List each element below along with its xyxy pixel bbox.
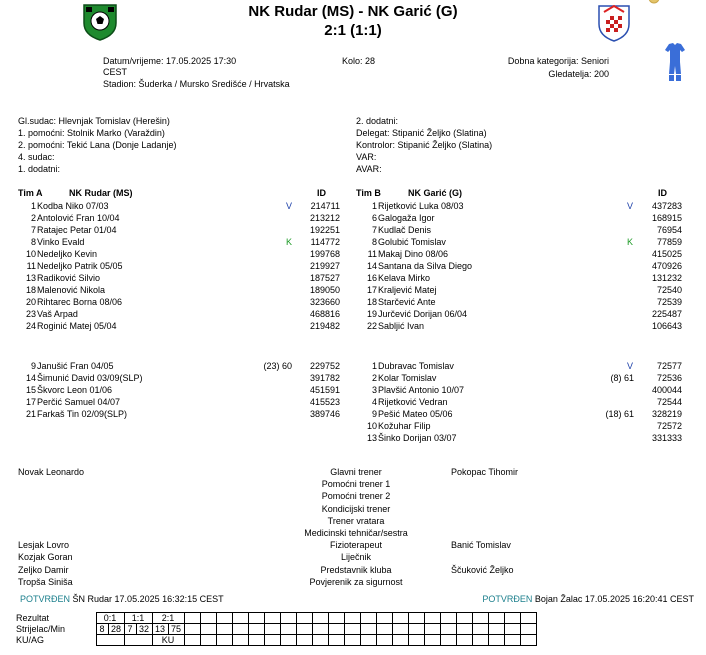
away-kit-icon bbox=[664, 42, 686, 82]
player-id: 415025 bbox=[651, 249, 682, 259]
away-staff-name: Banić Tomislav bbox=[451, 540, 511, 551]
player-id: 328219 bbox=[651, 409, 682, 419]
player-id: 168915 bbox=[651, 213, 682, 223]
staff-role: Trener vratara bbox=[327, 515, 385, 526]
player-id: 192251 bbox=[309, 225, 340, 235]
player-name: Jurčević Dorijan 06/04 bbox=[378, 309, 468, 319]
timezone: CEST bbox=[103, 67, 128, 77]
player-id: 391782 bbox=[309, 373, 340, 383]
scorer-cell: 75 bbox=[168, 624, 184, 635]
player-number: 3 bbox=[371, 385, 377, 395]
official-row: AVAR: bbox=[356, 164, 382, 174]
player-name: Nedeljko Patrik 05/05 bbox=[37, 261, 123, 271]
team-b-name: NK Garić (G) bbox=[408, 188, 463, 198]
player-number: 13 bbox=[366, 433, 377, 443]
player-id: 131232 bbox=[651, 273, 682, 283]
team-a-id-header: ID bbox=[317, 188, 326, 198]
match-score: 2:1 (1:1) bbox=[324, 22, 382, 39]
player-name: Šimunić David 03/09(SLP) bbox=[37, 373, 143, 383]
stadium-label: Stadion: bbox=[103, 79, 137, 89]
scorer-cell: 28 bbox=[108, 624, 124, 635]
player-name: Škvorc Leon 01/06 bbox=[37, 385, 113, 395]
row-label: Rezultat bbox=[16, 613, 50, 623]
team-a-label: Tim A bbox=[18, 188, 43, 198]
home-confirmation bbox=[20, 594, 224, 605]
player-id: 400044 bbox=[651, 385, 682, 395]
player-name: Radiković Silvio bbox=[37, 273, 101, 283]
player-id: 415523 bbox=[309, 397, 340, 407]
player-name: Kolar Tomislav bbox=[378, 373, 437, 383]
player-number: 1 bbox=[30, 201, 36, 211]
official-row: Gl.sudac: Hlevnjak Tomislav (Herešin) bbox=[18, 116, 170, 126]
result-cell: 1:1 bbox=[124, 613, 152, 624]
scorer-cell: 13 bbox=[152, 624, 168, 635]
match-title: NK Rudar (MS) - NK Garić (G) bbox=[248, 3, 458, 20]
player-id: 229752 bbox=[309, 361, 340, 371]
player-name: Kodba Niko 07/03 bbox=[37, 201, 109, 211]
result-cell: 2:1 bbox=[152, 613, 184, 624]
player-name: Janušić Fran 04/05 bbox=[37, 361, 114, 371]
player-id: 187527 bbox=[309, 273, 340, 283]
official-row: 4. sudac: bbox=[18, 152, 55, 162]
player-id: 72536 bbox=[656, 373, 682, 383]
player-name: Vinko Evald bbox=[37, 237, 85, 247]
player-number: 2 bbox=[371, 373, 377, 383]
player-number: 1 bbox=[371, 361, 377, 371]
home-confirm-text: ŠN Rudar 17.05.2025 16:32:15 CEST bbox=[72, 594, 224, 604]
player-number: 11 bbox=[26, 261, 36, 271]
away-confirm-text: Bojan Žalac 17.05.2025 16:20:41 CEST bbox=[534, 594, 694, 604]
row-label: KU/AG bbox=[16, 635, 45, 645]
team-a-name: NK Rudar (MS) bbox=[69, 188, 133, 198]
staff-role: Predstavnik kluba bbox=[320, 564, 392, 575]
player-number: 22 bbox=[366, 321, 377, 331]
player-number: 7 bbox=[371, 225, 377, 235]
player-name: Kudlač Denis bbox=[378, 225, 432, 235]
captain-mark: K bbox=[286, 237, 293, 247]
category-value: Seniori bbox=[580, 56, 609, 66]
spectators-row bbox=[460, 69, 609, 80]
goalkeeper-mark: V bbox=[286, 201, 293, 211]
scorer-row bbox=[16, 624, 536, 635]
player-name: Ratajec Petar 01/04 bbox=[37, 225, 117, 235]
player-id: 331333 bbox=[651, 433, 682, 443]
substitution-info: (23) 60 bbox=[263, 361, 292, 371]
player-number: 4 bbox=[371, 397, 377, 407]
player-name: Roginić Matej 05/04 bbox=[37, 321, 117, 331]
player-id: 219482 bbox=[309, 321, 340, 331]
substitution-info: (8) 61 bbox=[610, 373, 634, 383]
player-name: Golubić Tomislav bbox=[378, 237, 446, 247]
player-number: 20 bbox=[25, 297, 36, 307]
player-number: 10 bbox=[25, 249, 36, 259]
team-b-label: Tim B bbox=[356, 188, 381, 198]
player-name: Santana da Silva Diego bbox=[378, 261, 473, 271]
player-id: 470926 bbox=[651, 261, 682, 271]
player-name: Farkaš Tin 02/09(SLP) bbox=[37, 409, 128, 419]
player-name: Šinko Dorijan 03/07 bbox=[378, 433, 457, 443]
home-staff-name: Novak Leonardo bbox=[18, 467, 85, 477]
result-row bbox=[16, 613, 536, 624]
staff-role: Pomoćni trener 2 bbox=[321, 491, 391, 502]
player-id: 72577 bbox=[656, 361, 682, 371]
player-number: 17 bbox=[366, 285, 377, 295]
home-staff-name: Lesjak Lovro bbox=[18, 540, 70, 551]
corner-badge-icon bbox=[648, 0, 660, 4]
player-id: 214711 bbox=[310, 201, 340, 211]
datetime-row bbox=[103, 56, 236, 67]
player-name: Sabljić Ivan bbox=[378, 321, 425, 331]
scorer-cell: 32 bbox=[136, 624, 152, 635]
away-confirmation bbox=[400, 594, 694, 605]
captain-mark: K bbox=[627, 237, 634, 247]
player-number: 2 bbox=[30, 213, 36, 223]
player-number: 10 bbox=[366, 421, 377, 431]
official-row: Kontrolor: Stipanić Željko (Slatina) bbox=[356, 140, 493, 150]
staff-role: Kondicijski trener bbox=[321, 503, 391, 514]
staff-role: Medicinski tehničar/sestra bbox=[304, 528, 408, 538]
player-name: Kraljević Matej bbox=[378, 285, 437, 295]
scorer-cell: 7 bbox=[124, 624, 136, 635]
player-number: 24 bbox=[25, 321, 36, 331]
player-id: 468816 bbox=[309, 309, 340, 319]
staff-role: Povjerenik za sigurnost bbox=[309, 576, 403, 587]
official-row: 2. dodatni: bbox=[356, 116, 399, 126]
official-row: 1. dodatni: bbox=[18, 164, 61, 174]
round-label: Kolo: bbox=[342, 56, 363, 66]
player-number: 11 bbox=[367, 249, 377, 259]
away-staff-name: Pokopac Tihomir bbox=[451, 467, 519, 477]
player-name: Galogaža Igor bbox=[378, 213, 435, 223]
away-staff-name: Ščuković Željko bbox=[451, 564, 514, 575]
player-name: Kožuhar Filip bbox=[378, 421, 431, 431]
player-number: 1 bbox=[371, 201, 377, 211]
official-row: 1. pomoćni: Stolnik Marko (Varaždin) bbox=[18, 128, 165, 138]
official-row: Delegat: Stipanić Željko (Slatina) bbox=[356, 128, 487, 138]
staff-role: Glavni trener bbox=[330, 467, 382, 477]
player-number: 18 bbox=[25, 285, 36, 295]
player-id: 189050 bbox=[309, 285, 340, 295]
player-number: 19 bbox=[366, 309, 377, 319]
player-number: 14 bbox=[366, 261, 377, 271]
player-name: Rijetković Vedran bbox=[378, 397, 448, 407]
player-number: 15 bbox=[25, 385, 36, 395]
player-number: 7 bbox=[30, 225, 36, 235]
player-number: 18 bbox=[366, 297, 377, 307]
staff-role: Liječnik bbox=[340, 552, 371, 563]
player-id: 389746 bbox=[309, 409, 340, 419]
datetime-label: Datum/vrijeme: bbox=[103, 56, 164, 66]
home-staff-name: Tropša Siniša bbox=[18, 576, 73, 587]
player-id: 451591 bbox=[309, 385, 340, 395]
player-number: 13 bbox=[25, 273, 36, 283]
staff-role: Fizioterapeut bbox=[329, 540, 383, 551]
player-id: 199768 bbox=[309, 249, 340, 259]
home-staff-name: Zeljko Damir bbox=[18, 564, 69, 575]
player-id: 114772 bbox=[310, 237, 340, 247]
player-id: 106643 bbox=[651, 321, 682, 331]
official-row: VAR: bbox=[356, 152, 377, 162]
player-number: 16 bbox=[366, 273, 377, 283]
round-value: 28 bbox=[365, 56, 376, 66]
player-number: 14 bbox=[25, 373, 36, 383]
player-name: Antolović Fran 10/04 bbox=[37, 213, 120, 223]
player-name: Plavšić Antonio 10/07 bbox=[378, 385, 465, 395]
player-name: Makaj Dino 08/06 bbox=[378, 249, 449, 259]
player-name: Malenović Nikola bbox=[37, 285, 106, 295]
player-name: Perčić Samuel 04/07 bbox=[37, 397, 121, 407]
stadium-row bbox=[103, 79, 290, 90]
player-id: 437283 bbox=[651, 201, 682, 211]
score-summary-table bbox=[16, 612, 537, 646]
ku-row bbox=[16, 635, 536, 646]
official-row: 2. pomoćni: Tekić Lana (Donje Ladanje) bbox=[18, 140, 177, 150]
player-name: Rijetković Luka 08/03 bbox=[378, 201, 464, 211]
away-confirm-label: POTVRĐEN bbox=[482, 594, 533, 604]
team-b-id-header: ID bbox=[658, 188, 667, 198]
category-row bbox=[460, 56, 609, 67]
staff-role: Pomoćni trener 1 bbox=[321, 479, 391, 490]
player-number: 9 bbox=[371, 409, 377, 419]
substitution-info: (18) 61 bbox=[605, 409, 634, 419]
player-name: Kelava Mirko bbox=[378, 273, 431, 283]
player-number: 17 bbox=[25, 397, 36, 407]
home-staff-name: Kozjak Goran bbox=[18, 552, 73, 563]
player-name: Rihtarec Borna 08/06 bbox=[37, 297, 123, 307]
player-name: Starčević Ante bbox=[378, 297, 436, 307]
scorer-cell: 8 bbox=[96, 624, 108, 635]
player-name: Pešić Mateo 05/06 bbox=[378, 409, 453, 419]
player-number: 8 bbox=[371, 237, 377, 247]
player-number: 8 bbox=[30, 237, 36, 247]
player-number: 6 bbox=[371, 213, 377, 223]
player-id: 323660 bbox=[309, 297, 340, 307]
player-id: 213212 bbox=[309, 213, 340, 223]
player-id: 225487 bbox=[651, 309, 682, 319]
spectators-value: 200 bbox=[593, 69, 609, 79]
row-label: Strijelac/Min bbox=[16, 624, 66, 634]
player-name: Nedeljko Kevin bbox=[37, 249, 98, 259]
player-id: 72540 bbox=[656, 285, 682, 295]
player-id: 72572 bbox=[656, 421, 682, 431]
datetime-value: 17.05.2025 17:30 bbox=[166, 56, 237, 66]
stadium-value: Šuderka / Mursko Središće / Hrvatska bbox=[138, 79, 290, 89]
player-id: 219927 bbox=[309, 261, 340, 271]
goalkeeper-mark: V bbox=[627, 201, 634, 211]
ku-cell: KU bbox=[152, 635, 184, 646]
player-id: 76954 bbox=[656, 225, 682, 235]
goalkeeper-mark: V bbox=[627, 361, 634, 371]
player-number: 9 bbox=[30, 361, 36, 371]
player-name: Dubravac Tomislav bbox=[378, 361, 454, 371]
player-number: 21 bbox=[25, 409, 36, 419]
home-confirm-label: POTVRĐEN bbox=[20, 594, 71, 604]
player-id: 72539 bbox=[656, 297, 682, 307]
player-number: 23 bbox=[25, 309, 36, 319]
result-cell: 0:1 bbox=[96, 613, 124, 624]
player-name: Vaš Arpad bbox=[37, 309, 78, 319]
category-label: Dobna kategorija: bbox=[507, 56, 579, 66]
nk-garic-logo bbox=[596, 2, 632, 42]
player-id: 72544 bbox=[656, 397, 682, 407]
spectators-label: Gledatelja: bbox=[548, 69, 592, 79]
round-row bbox=[342, 56, 375, 67]
player-id: 77859 bbox=[656, 237, 682, 247]
